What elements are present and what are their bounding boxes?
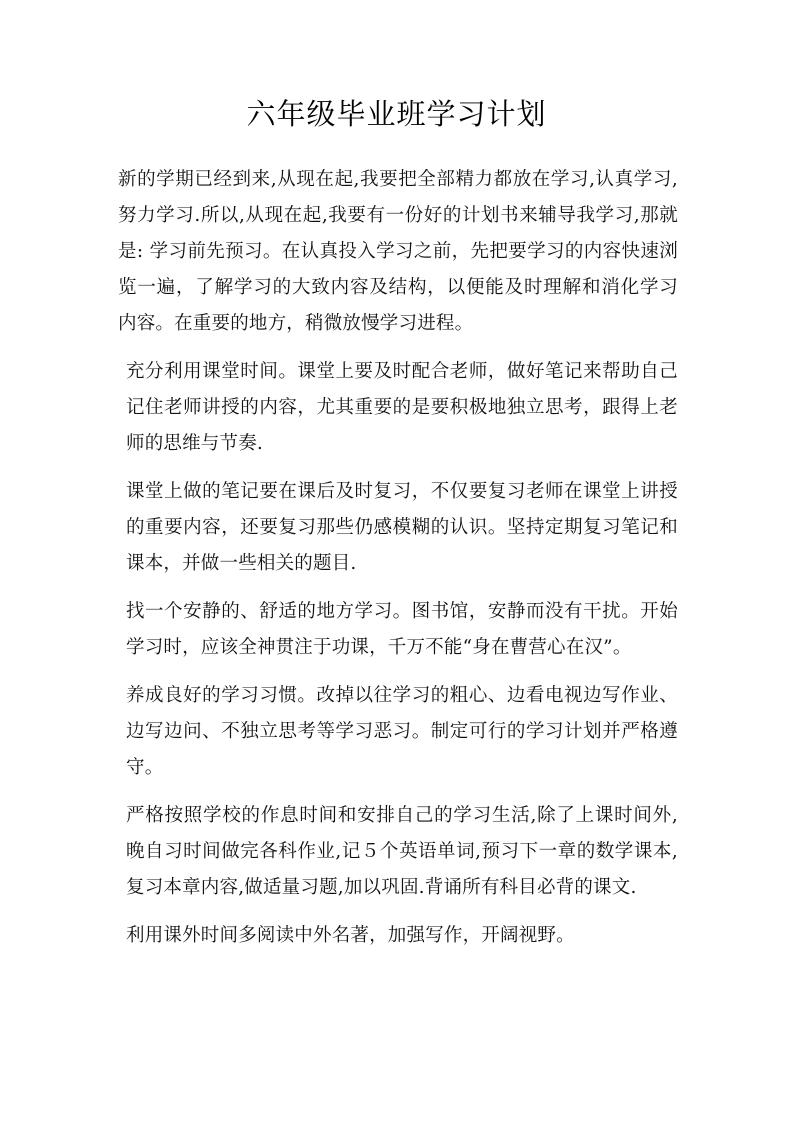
paragraph-reading: 利用课外时间多阅读中外名著，加强写作，开阔视野。 xyxy=(126,925,575,946)
paragraph-classroom-time: 充分利用课堂时间。课堂上要及时配合老师，做好笔记来帮助自己记住老师讲授的内容，尤其重要的是要积极地独立思考，跟得上老师的思维与节奏. xyxy=(126,361,678,454)
paragraph-schedule: 严格按照学校的作息时间和安排自己的学习生活,除了上课时间外,晚自习时间做完各科作业,记５个英语单词,预习下一章的数学课本,复习本章内容,做适量习题,加以巩固.背诵所有科目必背的课文. xyxy=(126,805,678,898)
paragraph-review-notes: 课堂上做的笔记要在课后及时复习，不仅要复习老师在课堂上讲授的重要内容，还要复习那些仍感模糊的认识。坚持定期复习笔记和课本，并做一些相关的题目. xyxy=(126,481,678,574)
paragraph-quiet-place: 找一个安静的、舒适的地方学习。图书馆，安静而没有干扰。开始学习时，应该全神贯注于功课，千万不能“身在曹营心在汉”。 xyxy=(126,601,678,658)
document-body xyxy=(118,162,678,966)
paragraph-intro: 新的学期已经到来,从现在起,我要把全部精力都放在学习,认真学习,努力学习.所以,从现在起,我要有一份好的计划书来辅导我学习,那就是: 学习前先预习。在认真投入学习之前，先把要学习的内容快速浏览一遍，了解学习的大致内容及结构，以便能及时理解和消化学习内容。在重要的地方，稍微放慢学习进程。 xyxy=(118,169,678,334)
document-title: 六年级毕业班学习计划 xyxy=(246,97,547,131)
paragraph-good-habits: 养成良好的学习习惯。改掉以往学习的粗心、边看电视边写作业、边写边问、不独立思考等学习恶习。制定可行的学习计划并严格遵守。 xyxy=(126,685,678,778)
